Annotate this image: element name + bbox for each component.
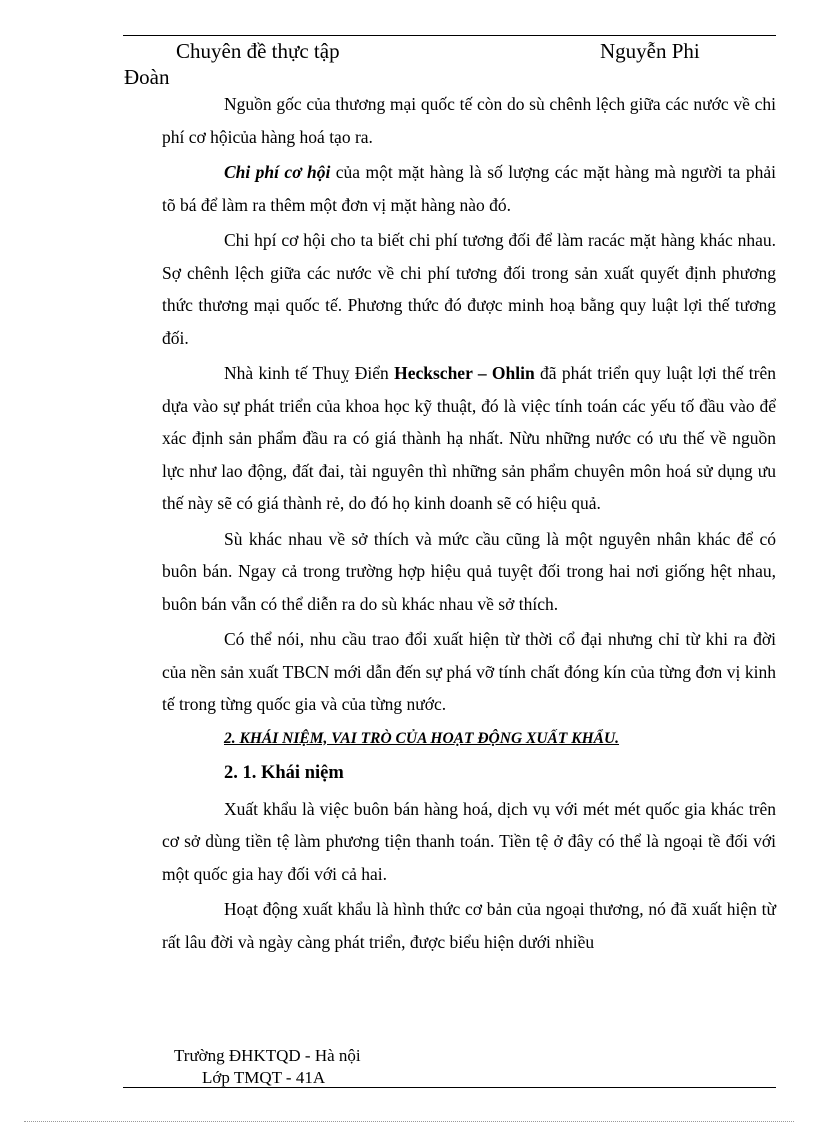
paragraph-4-text: đã phát triển quy luật lợi thế trên dựa vào sự phát triển của khoa học kỹ thuật, đó là việc tính toán các yếu tố đầu vào để xác định sản phẩm đầu ra có giá thành hạ nhất. Nừu những nước có ưu thế về nguồn lực như lao động, đất đai, tài nguyên thì những sản phẩm chuyên môn hoá sử dụng ưu thế này sẽ có giá thành rẻ, do đó họ kinh doanh sẽ có hiệu quả.: [162, 363, 776, 513]
paragraph-3: Chi hpí cơ hội cho ta biết chi phí tương đối để làm racác mặt hàng khác nhau. Sợ chênh lệch giữa các nước về chi phí tương đối trong sản xuất quyết định phương thức thương mại quốc tế. Phương thức đó được minh hoạ bằng quy luật lợi thế tương đối.: [162, 230, 776, 348]
section-heading: 2. KHÁI NIỆM, VAI TRÒ CỦA HOẠT ĐỘNG XUẤT KHẨU.: [224, 729, 620, 747]
paragraph-6: Có thể nói, nhu cầu trao đổi xuất hiện từ thời cổ đại nhưng chỉ từ khi ra đời của nền sản xuất TBCN mới dẫn đến sự phá vỡ tính chất đóng kín của từng đơn vị kinh tế trong từng quốc gia và của từng nước.: [162, 629, 776, 714]
paragraph-2-text: của một mặt hàng là số lượng các mặt hàng mà người ta phải tõ bá để làm ra thêm một đơn vị mặt hàng nào đó.: [162, 162, 776, 215]
header-author-last: Đoàn: [124, 65, 170, 89]
paragraph-2: [162, 156, 776, 221]
economist-names: Heckscher – Ohlin: [394, 363, 535, 383]
header-rule: [123, 35, 776, 36]
term-emphasis: Chi phí cơ hội: [224, 162, 331, 182]
header-title: Chuyên đề thực tập: [176, 39, 340, 63]
paragraph-4: [162, 357, 776, 520]
paragraph-4-lead: Nhà kinh tế Thuỵ Điển: [224, 363, 395, 383]
footer-school: Trường ĐHKTQD - Hà nội: [174, 1046, 361, 1065]
page-break-line: [24, 1121, 794, 1122]
header-author-first: Nguyễn Phi: [600, 39, 700, 63]
paragraph-5: Sù khác nhau về sở thích và mức cầu cũng là một nguyên nhân khác để có buôn bán. Ngay cả trong trường hợp hiệu quả tuyệt đối trong hai nơi giống hệt nhau, buôn bán vẫn có thể diễn ra do sù khác nhau về sở thích.: [162, 528, 776, 614]
footer-rule: [123, 1087, 776, 1088]
paragraph-8: Hoạt động xuất khẩu là hình thức cơ bản của ngoại thương, nó đã xuất hiện từ rất lâu đời và ngày càng phát triển, được biểu hiện dưới nhiều: [162, 899, 776, 952]
document-body: [162, 88, 776, 958]
footer-class: Lớp TMQT - 41A: [202, 1068, 326, 1087]
subsection-heading: 2. 1. Khái niệm: [224, 762, 344, 783]
paragraph-1: Nguồn gốc của thương mại quốc tế còn do sù chênh lệch giữa các nước về chi phí cơ hộicủa hàng hoá tạo ra.: [162, 94, 776, 147]
paragraph-7: Xuất khẩu là việc buôn bán hàng hoá, dịch vụ với mét mét quốc gia khác trên cơ sở dùng tiền tệ làm phương tiện thanh toán. Tiền tệ ở đây có thể là ngoại tề đối với một quốc gia hay đối với cả hai.: [162, 798, 776, 884]
